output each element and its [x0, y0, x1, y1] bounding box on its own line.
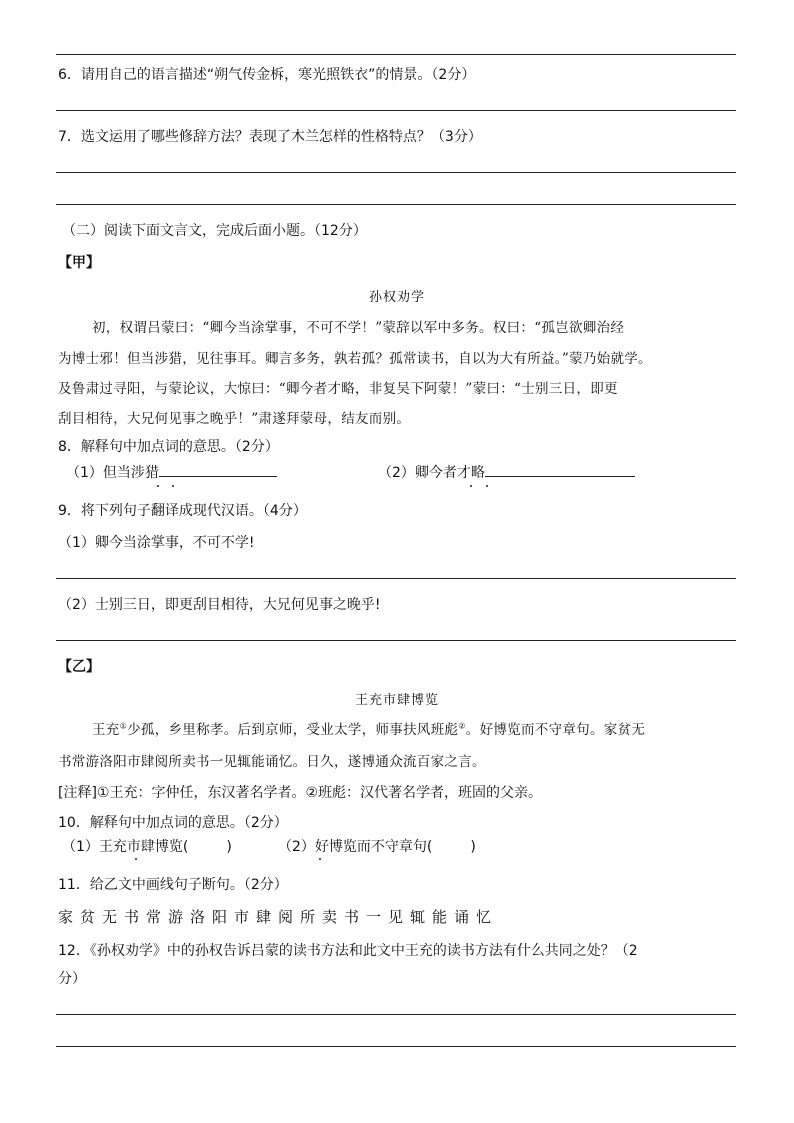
question-12-continued: 分） — [58, 971, 86, 987]
question-8-item-1-text: （1）但当涉猎 — [66, 465, 159, 481]
emphasis-dot — [157, 485, 159, 487]
emphasis-dot — [319, 858, 321, 860]
close-paren: ) — [226, 839, 232, 855]
answer-line — [56, 578, 736, 579]
answer-line — [56, 54, 736, 55]
question-8-item-2 — [378, 462, 635, 482]
passage-yi-text: 少孤，乡里称孝。后到京师，受业太学，师事扶风班彪 — [127, 722, 459, 738]
question-9-item-1: （1）卿今当涂掌事，不可不学! — [58, 535, 255, 551]
emphasis-dot — [470, 485, 472, 487]
question-12: 12．《孙权劝学》中的孙权告诉吕蒙的读书方法和此文中王充的读书方法有什么共同之处？（2 — [58, 943, 638, 959]
passage-label-jia: 【甲】 — [58, 255, 100, 271]
question-10-item-2 — [278, 836, 476, 856]
section-heading: （二）阅读下面文言文，完成后面小题。（12分） — [62, 223, 367, 239]
emphasis-dot — [486, 485, 488, 487]
question-9: 9．将下列句子翻译成现代汉语。（4分） — [58, 503, 307, 519]
footnote-marker: ② — [458, 721, 466, 731]
question-8-item-1 — [66, 462, 277, 482]
passage-jia-line: 刮目相待，大兄何见事之晚乎！”肃遂拜蒙母，结友而别。 — [58, 411, 411, 427]
emphasis-dot — [135, 858, 137, 860]
answer-line — [56, 640, 736, 641]
passage-yi-line: 书常游洛阳市肆阅所卖书一见辄能诵忆。日久，遂博通众流百家之言。 — [58, 754, 486, 770]
passage-yi-text: 。好博览而不守章句。家贫无 — [465, 722, 646, 738]
answer-line — [56, 1046, 736, 1047]
close-paren: ) — [470, 839, 476, 855]
passage-title-yi: 王充市肆博览 — [354, 693, 439, 708]
answer-line — [56, 1014, 736, 1015]
passage-jia-line: 初，权谓吕蒙曰：“卿今当涂掌事，不可不学！”蒙辞以军中多务。权曰：“孤岂欲卿治经 — [92, 320, 625, 336]
passage-jia-line: 及鲁肃过寻阳，与蒙论议，大惊曰：“卿今者才略，非复吴下阿蒙！”蒙曰：“士别三日，即更 — [58, 381, 618, 397]
passage-jia-line: 为博士邪！但当涉猎，见往事耳。卿言多务，孰若孤？孤常读书，自以为大有所益。”蒙乃始就学。 — [58, 351, 652, 367]
question-11-sentence: 家贫无书常游洛阳市肆阅所卖书一见辄能诵忆 — [58, 908, 499, 926]
question-10-item-1-text: （1）王充市肆博览( — [62, 839, 189, 855]
answer-blank[interactable] — [159, 462, 277, 477]
question-7: 7．选文运用了哪些修辞方法？表现了木兰怎样的性格特点？（3分） — [58, 129, 482, 145]
question-8-item-2-text: （2）卿今者才略 — [378, 465, 485, 481]
passage-label-yi: 【乙】 — [58, 659, 100, 675]
passage-yi-text: 王充 — [92, 722, 120, 738]
answer-line — [56, 204, 736, 205]
footnote-marker: ① — [119, 721, 128, 731]
question-10-item-2-text: （2）好博览而不守章句( — [278, 839, 433, 855]
question-9-item-2: （2）士别三日，即更刮目相待，大兄何见事之晚乎! — [58, 597, 381, 613]
question-6: 6．请用自己的语言描述“朔气传金柝，寒光照铁衣”的情景。（2分） — [58, 67, 476, 83]
passage-yi-line — [92, 718, 645, 738]
emphasis-dot — [172, 485, 174, 487]
question-11: 11．给乙文中画线句子断句。（2分） — [58, 877, 288, 893]
passage-title-jia: 孙权劝学 — [368, 290, 425, 305]
question-10-item-1 — [62, 836, 232, 856]
question-10: 10．解释句中加点词的意思。（2分） — [58, 815, 288, 831]
question-8: 8．解释句中加点词的意思。（2分） — [58, 439, 279, 455]
annotation: [注释]①王充：字仲任，东汉著名学者。②班彪：汉代著名学者，班固的父亲。 — [58, 785, 543, 801]
answer-blank[interactable] — [485, 462, 635, 477]
answer-line — [56, 172, 736, 173]
answer-line — [56, 110, 736, 111]
